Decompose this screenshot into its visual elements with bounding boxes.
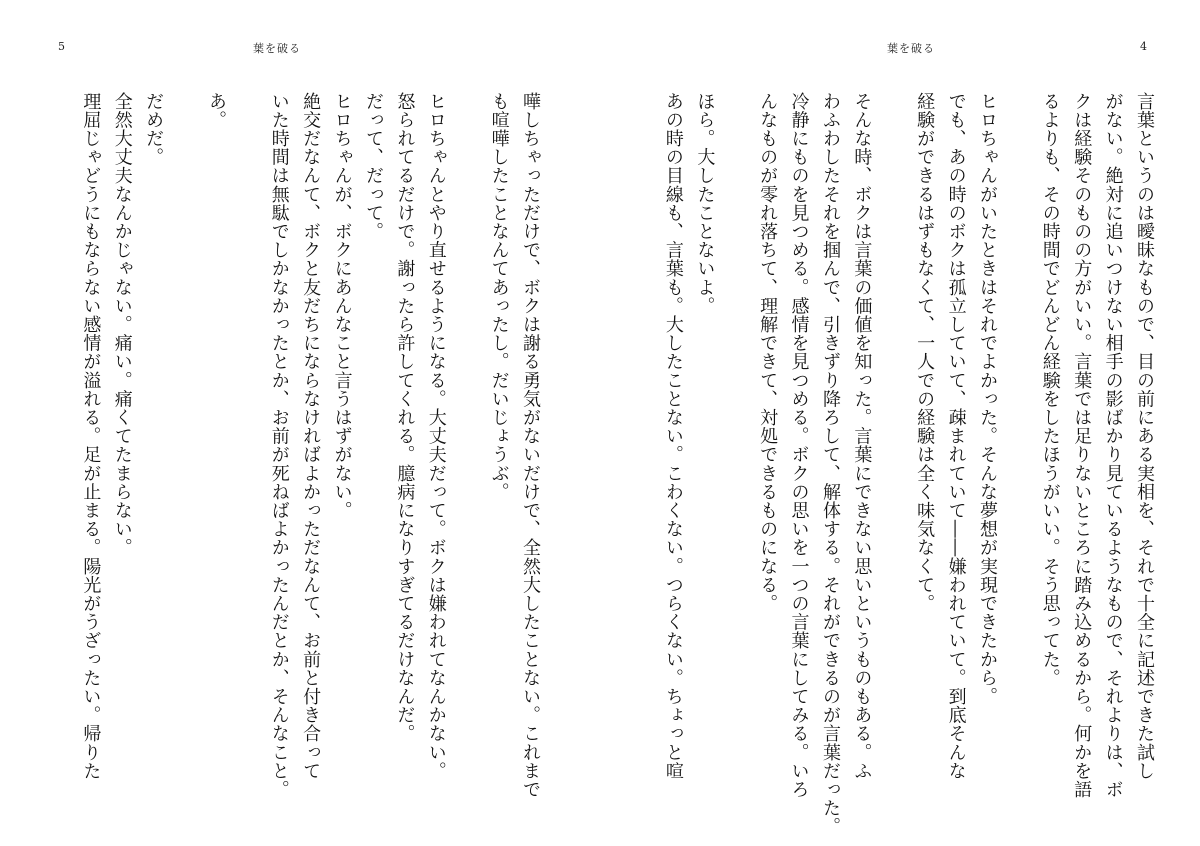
text-line: も喧嘩したことなんてあったし。だいじょうぶ。	[488, 92, 510, 502]
text-line: ヒロちゃんが、ボクにあんなこと言うはずがない。	[331, 92, 353, 520]
text-line: いた時間は無駄でしかなかったとか、お前が死ねばよかったんだとか、そんなこと。	[268, 92, 290, 799]
page-number: 4	[1140, 40, 1147, 53]
text-line: 経験ができるはずもなくて、一人での経験は全く味気なくて。	[914, 92, 936, 613]
text-line: でも、あの時のボクは孤立していて、疎まれていて――嫌われていて。到底そんな	[945, 92, 967, 781]
text-line: 怒られてるだけで。謝ったら許してくれる。臆病になりすぎてるだけなんだ。	[394, 92, 416, 743]
body-text	[660, 92, 1160, 836]
running-head: 葉を破る	[253, 42, 301, 55]
text-line: るよりも、その時間でどんどん経験をしたほうがいい。そう思ってた。	[1039, 92, 1061, 688]
text-line: 冷静にものを見つめる。感情を見つめる。ボクの思いを一つの言葉にしてみる。いろ	[788, 92, 810, 799]
text-line: がない。絶対に追いつけない相手の影ばかり見ているようなもので、それよりは、ボ	[1102, 92, 1124, 799]
text-line: ヒロちゃんがいたときはそれでよかった。そんな夢想が実現できたから。	[976, 92, 998, 706]
text-line: 言葉というのは曖昧なもので、目の前にある実相を、それで十全に記述できた試し	[1134, 92, 1155, 781]
text-line: 絶交だなんて、ボクと友だちにならなければよかっただなんて、お前と付き合って	[300, 92, 322, 781]
text-line: だめだ。	[143, 92, 165, 167]
text-line: 理屈じゃどうにもならない感情が溢れる。足が止まる。陽光がうざったい。帰りた	[80, 92, 102, 781]
right-page	[600, 0, 1200, 846]
text-line: ほら。大したことないよ。	[694, 92, 716, 316]
text-line: あの時の目線も、言葉も。大したことない。こわくない。つらくない。ちょっと喧	[662, 92, 684, 781]
text-line: そんな時、ボクは言葉の価値を知った。言葉にできない思いというものもある。ふ	[851, 92, 873, 781]
text-line: 嘩しちゃっただけで、ボクは謝る勇気がないだけで、全然大したことない。これまで	[520, 92, 541, 799]
text-line: だって、だって。	[362, 92, 384, 241]
text-line: 全然大丈夫なんかじゃない。痛い。痛くてたまらない。	[111, 92, 133, 557]
text-line: クは経験そのものの方がいい。言葉では足りないところに踏み込めるから。何かを語	[1071, 92, 1093, 799]
text-line: んなものが零れ落ちて、理解できて、対処できるものになる。	[757, 92, 779, 613]
text-line: ヒロちゃんとやり直せるようになる。大丈夫だって。ボクは嫌われてなんかない。	[425, 92, 447, 781]
body-text	[66, 92, 546, 802]
running-head: 葉を破る	[887, 42, 935, 55]
text-line: わふわしたそれを掴んで、引きずり降ろして、解体する。それができるのが言葉だった。	[819, 92, 841, 836]
page-number: 5	[58, 40, 65, 53]
text-line: あ。	[205, 92, 227, 130]
